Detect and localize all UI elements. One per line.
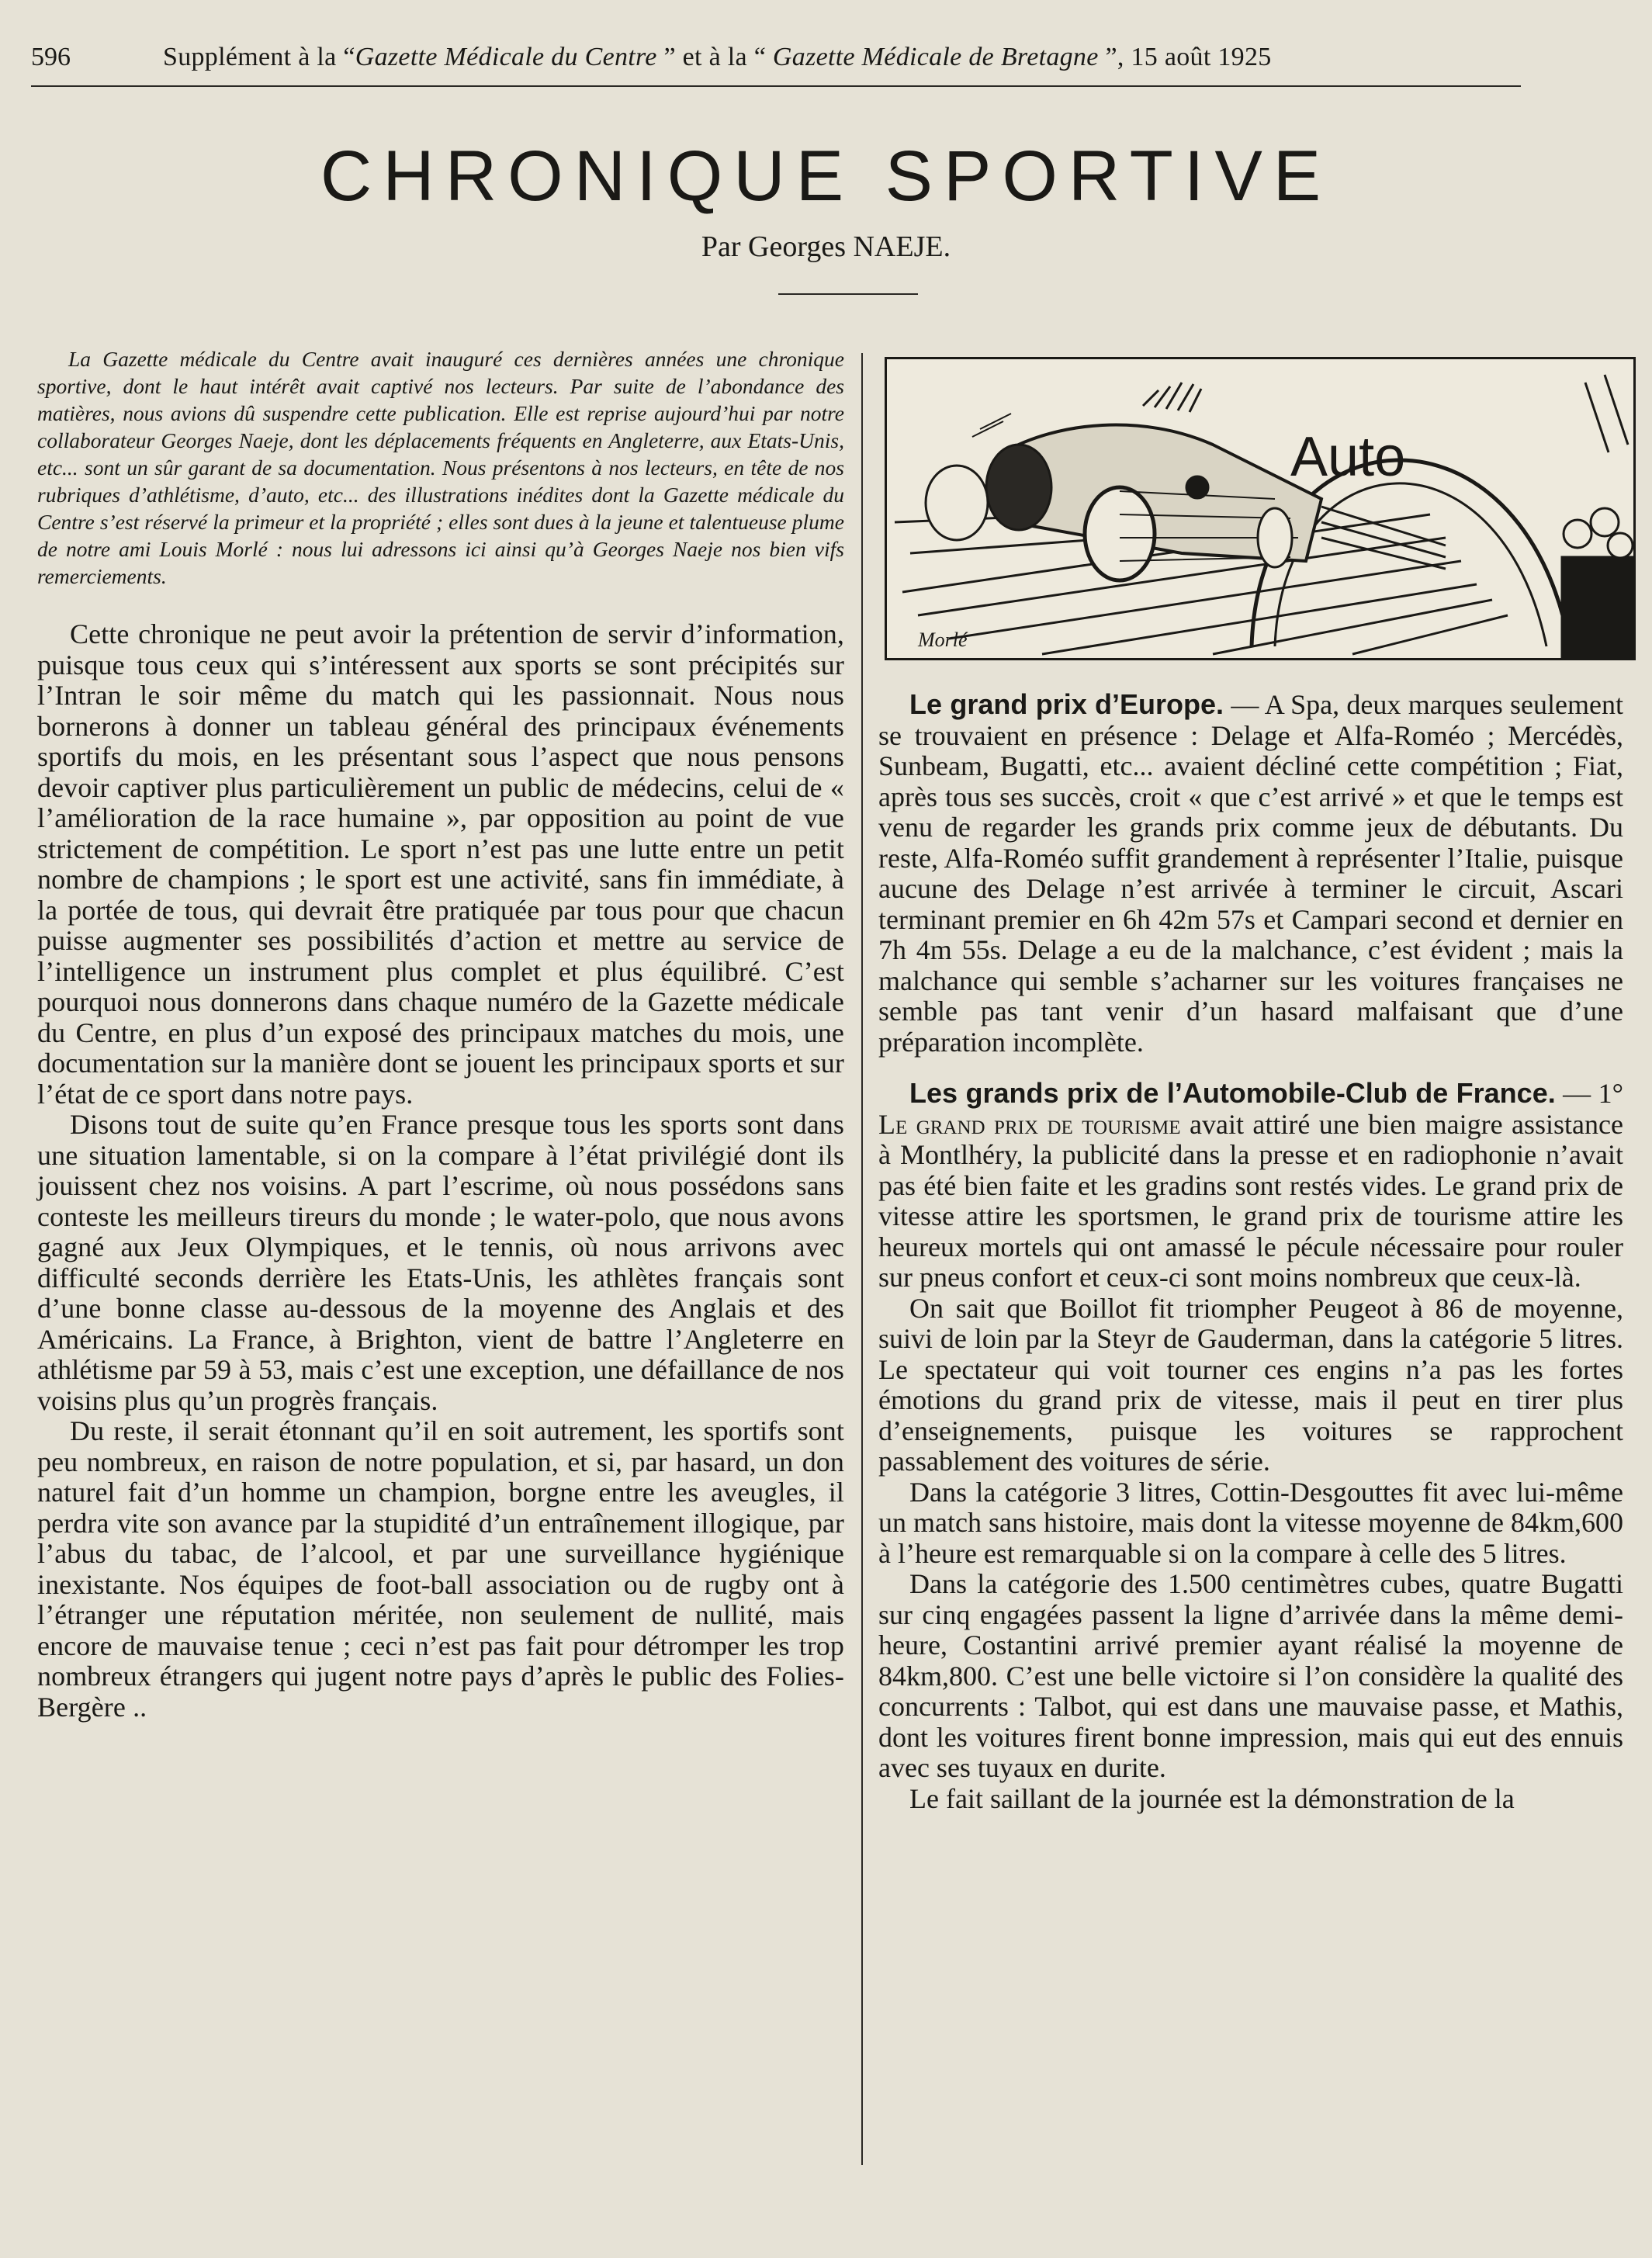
header-rule [31, 85, 1521, 87]
right-column [878, 689, 1623, 1814]
artist-signature: Morlé [918, 629, 968, 651]
page-header [31, 43, 1521, 81]
section-europe: Le grand prix d’Europe. — A Spa, deux marques seulement se trouvaient en présence : Delage et Alfa-Roméo ; Mercédès, Sunbeam, Bugatti, etc... avaient décliné cette compétition ; Fiat, après tous ses succès, croit « que c’est arrivé » et que le temps est venu de regarder les grands prix comme jeux de débutants. Du reste, Alfa-Roméo suffit grandement à représenter l’Italie, puisque aucune des Delage n’est arrivée à terminer le circuit, Ascari terminant premier en 6h 42m 57s et Campari second et dernier en 7h 4m 55s. Delage a eu de la malchance, c’est évident ; mais la malchance qui semble s’acharner sur les voitures françaises ne semble pas tant venir d’un hasard malfaisant que d’une préparation incomplète. [878, 688, 1623, 1058]
auto-sign-text: Auto [1290, 426, 1406, 488]
paragraph: On sait que Boillot fit triompher Peugeot à 86 de moyenne, suivi de loin par la Steyr de Gauderman, dans la catégorie 5 litres. Le spectateur qui voit tourner ces engins n’a pas les fortes émotions du grand prix de vitesse, mais il peut en tirer plus d’enseignements, puisque les voitures se rapprochent passablement des voitures de série. [878, 1292, 1623, 1477]
paragraph: Le fait saillant de la journée est la démonstration de la [909, 1782, 1515, 1814]
byline: Par Georges NAEJE. [701, 230, 951, 263]
paragraph: Dans la catégorie des 1.500 centimètres cubes, quatre Bugatti sur cinq engagées passent la ligne d’arrivée dans la même demi-heure, Costantini arrivé premier ayant réalisé la moyenne de 84km,800. C’est une belle victoire si l’on considère la qualité des concurrents : Talbot, qui est dans une mauvaise passe, et Mathis, dont les voitures firent bonne impression, mais qui eut des ennuis avec ses tuyaux en durite. [878, 1568, 1623, 1783]
column-divider [861, 353, 863, 2165]
byline-rule [778, 293, 918, 295]
section-acf: Les grands prix de l’Automobile-Club de France. — 1° Le grand prix de tourisme avait attiré une bien maigre assistance à Montlhéry, la publicité dans la presse et en radiophonie n’avait pas été bien faite et les gradins sont restés vides. Le grand prix de vitesse attire les sportsmen, le grand prix de tourisme attire les heureux mortels qui ont amassé le pécule nécessaire pour rouler sur pneus confort et ceux-ci sont moins nombreux que ceux-là. [878, 1077, 1623, 1293]
race-car-illustration [885, 357, 1636, 660]
running-head: Supplément à la “Gazette Médicale du Centre ” et à la “ Gazette Médicale de Bretagne ”, 15 août 1925 [163, 43, 1272, 71]
race-car-drawing [887, 359, 1633, 658]
left-body [37, 619, 844, 1723]
left-column [37, 345, 844, 1723]
paragraph: Dans la catégorie 3 litres, Cottin-Desgouttes fit avec lui-même un match sans histoire, mais dont la vitesse moyenne de 84km,600 à l’heure est remarquable si on la compare à celle des 5 litres. [878, 1476, 1623, 1569]
section-heading: Les grands prix de l’Automobile-Club de France. [909, 1077, 1556, 1109]
paragraph: Du reste, il serait étonnant qu’il en soit autrement, les sportifs sont peu nombreux, en raison de notre population, et si, par hasard, un don naturel fait d’un homme un champion, borgne entre les aveugles, il perdra vite son avance par la stupidité d’un entraînement illogique, par l’abus du tabac, de l’alcool, et par une surveillance hygiénique inexistante. Nos équipes de foot-ball association ou de rugby ont à l’étranger une réputation méritée, non seulement de nullité, mais encore de mauvaise tenue ; ceci n’est pas fait pour détromper les trop nombreux étrangers qui jugent notre pays d’après le public des Folies-Bergère .. [37, 1415, 844, 1723]
paragraph: Cette chronique ne peut avoir la prétention de servir d’information, puisque tous ceux qui s’intéressent aux sports se sont précipités sur l’Intran le soir même du match qui les passionnait. Nous nous bornerons à donner un tableau général des principaux événements sportifs du mois, en les présentant sous l’aspect que nous pensons devoir captiver plus particulièrement un public de médecins, celui de « l’amélioration de la race humaine », par opposition au point de vue strictement de compétition. Le sport n’est pas une lutte entre un petit nombre de champions ; le sport est une activité, sans fin immédiate, à la portée de tous, qui devrait être pratiquée par tous pour que chacun puisse augmenter ses possibilités d’action et mettre au service de l’intelligence un instrument plus complet et plus équilibré. C’est pourquoi nous donnerons dans chaque numéro de la Gazette médicale du Centre, en plus d’un exposé des principaux matches du mois, une documentation sur la manière dont se jouent les principaux sports et sur l’état de ce sport dans notre pays. [37, 618, 844, 1110]
section-heading: Le grand prix d’Europe. [909, 688, 1224, 720]
page-number: 596 [31, 43, 71, 71]
paragraph: Disons tout de suite qu’en France presque tous les sports sont dans une situation lamentable, si on la compare à l’état privilégié dont ils jouissent chez nos voisins. A part l’escrime, où nous possédons sans conteste les meilleurs tireurs du monde ; le water-polo, que nous avons gagné aux Jeux Olympiques, et le tennis, où nous arrivons avec difficulté seconds derrière les Etats-Unis, les athlètes français sont d’une bonne classe au-dessous de la moyenne des Anglais et des Américains. La France, à Brighton, vient de battre l’Angleterre en athlétisme par 59 à 53, mais c’est une exception, une défaillance de nos voisins plus qu’un progrès français. [37, 1109, 844, 1416]
article-title: CHRONIQUE SPORTIVE [320, 137, 1332, 216]
editorial-intro: La Gazette médicale du Centre avait inauguré ces dernières années une chronique sportive, dont le haut intérêt avait captivé nos lecteurs. Par suite de l’abondance des matières, nous avions dû suspendre cette publication. Elle est reprise aujourd’hui par notre collaborateur Georges Naeje, dont les déplacements fréquents en Angleterre, aux Etats-Unis, etc... sont un sûr garant de sa documentation. Nous présentons à nos lecteurs, en tête de nos rubriques d’athlétisme, d’auto, etc... des illustrations inédites dont la Gazette médicale du Centre s’est réservé la primeur et la propriété ; elles sont dues à la jeune et talentueuse plume de notre ami Louis Morlé : nous lui adressons ici ainsi qu’à Georges Naeje nos bien vifs remerciements. [37, 347, 844, 588]
